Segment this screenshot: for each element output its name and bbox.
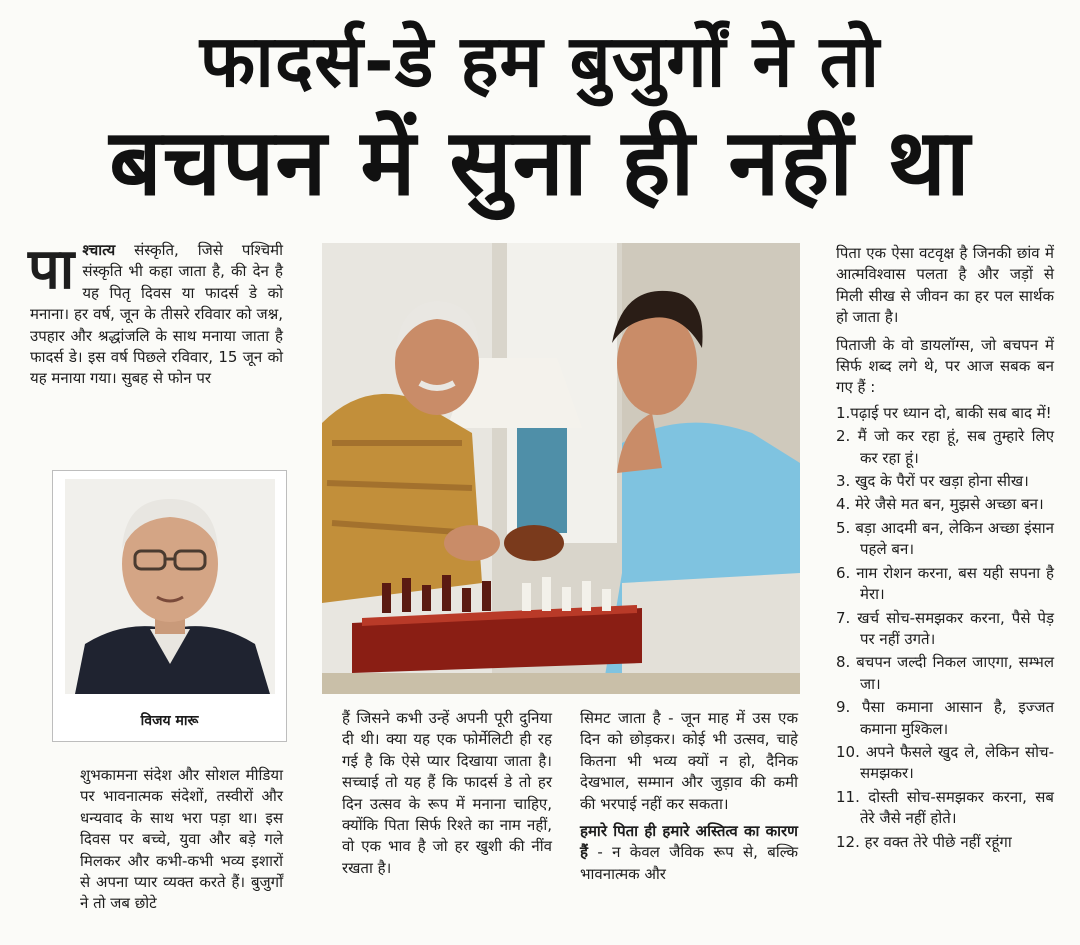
article-column-3 (580, 708, 798, 885)
column-4-dialogues-intro: पिताजी के वो डायलॉग्स, जो बचपन में सिर्फ शब्द लगे थे, पर आज सबक बन गए हैं : (836, 335, 1054, 397)
column-1-text: संस्कृति, जिसे पश्चिमी संस्कृति भी कहा जाता है, की देन है यह पितृ दिवस या फादर्स डे को मनाना। हर वर्ष, जून के तीसरे रविवार को जश्न, उपहार और श्रद्धांजलि के साथ मनाया जाता है फादर्स डे। इस वर्ष पिछले रविवार, 15 जून को यह मनाया गया। सुबह से फोन पर (30, 241, 283, 388)
list-item: 6. नाम रोशन करना, बस यही सपना है मेरा। (836, 563, 1054, 604)
list-item: 9. पैसा कमाना आसान है, इज्जत कमाना मुश्किल। (836, 698, 1054, 738)
list-item: 1.पढ़ाई पर ध्यान दो, बाकी सब बाद में! (836, 403, 1052, 422)
column-3-para-2 (580, 821, 798, 885)
article-column-2 (342, 708, 552, 879)
list-item: 4. मेरे जैसे मत बन, मुझसे अच्छा बन। (836, 495, 1044, 514)
article-column-1 (28, 237, 283, 390)
list-item: 2. मैं जो कर रहा हूं, सब तुम्हारे लिए कर रहा हूं। (836, 427, 1054, 467)
drop-cap: पा (28, 237, 75, 302)
father-dialogues-list (836, 403, 1054, 853)
column-3-text-2: - न केवल जैविक रूप से, बल्कि भावनात्मक और (580, 843, 798, 883)
list-item: 11. दोस्ती सोच-समझकर करना, सब तेरे जैसे नहीं होते। (836, 787, 1054, 828)
headline-line-1: फादर्स-डे हम बुजुर्गों ने तो (199, 19, 881, 103)
list-item: 3. खुद के पैरों पर खड़ा होना सीख। (836, 472, 1029, 491)
article-column-4 (836, 243, 1054, 855)
list-item: 5. बड़ा आदमी बन, लेकिन अच्छा इंसान पहले बन। (836, 518, 1054, 559)
list-item: 7. खर्च सोच-समझकर करना, पैसे पेड़ पर नहीं उगते। (836, 608, 1054, 648)
article-column-1-continued (80, 765, 283, 915)
list-item: 8. बचपन जल्दी निकल जाएगा, सम्भल जा। (836, 653, 1054, 693)
column-1-text-continued: शुभकामना संदेश और सोशल मीडिया पर भावनात्मक संदेशों, तस्वीरों और धन्यवाद के साथ भरा पड़ा था। इस दिवस पर बच्चे, युवा और बड़े गले मिलकर और कभी-कभी भव्य इशारों से अपना प्यार व्यक्त करते हैं। बुजुर्गों ने तो जब छोटे (80, 766, 283, 913)
headline-line-2: बचपन में सुना ही नहीं था (109, 109, 971, 216)
column-2-text: हैं जिसने कभी उन्हें अपनी पूरी दुनिया दी थी। क्या यह एक फोर्मेलिटी ही रह गई है कि ऐसे प्यार दिखाया जाता है। सच्चाई तो यह हैं कि फादर्स डे तो हर दिन उत्सव के रूप में मनाना चाहिए, क्योंकि पिता सिर्फ रिश्ते का नाम नहीं, वो एक भाव है जो हर खुशी की नींव रखता है। (342, 709, 552, 877)
author-portrait-box (52, 470, 287, 742)
column-3-bold-lead: हमारे पिता ही हमारे अस्तित्व का कारण हैं (580, 822, 798, 862)
lead-word: श्चात्य (82, 241, 116, 259)
column-4-intro: पिता एक ऐसा वटवृक्ष है जिनकी छांव में आत्मविश्वास पलता है और जड़ों से मिली सीख से जीवन का हर पल सार्थक हो जाता है। (836, 244, 1054, 327)
portrait-caption: विजय मारू (140, 713, 199, 729)
list-item: 10. अपने फैसले खुद ले, लेकिन सोच-समझकर। (836, 742, 1054, 783)
author-portrait (65, 479, 275, 694)
father-son-chess-photo (322, 243, 800, 694)
list-item: 12. हर वक्त तेरे पीछे नहीं रहूंगा (836, 832, 1012, 851)
column-3-text: सिमट जाता है - जून माह में उस एक दिन को छोड़कर। कोई भी उत्सव, चाहे कितना भी भव्य क्यों न हो, दैनिक देखभाल, सम्मान और जुड़ाव की कमी की भरपाई नहीं कर सकता। (580, 709, 798, 813)
